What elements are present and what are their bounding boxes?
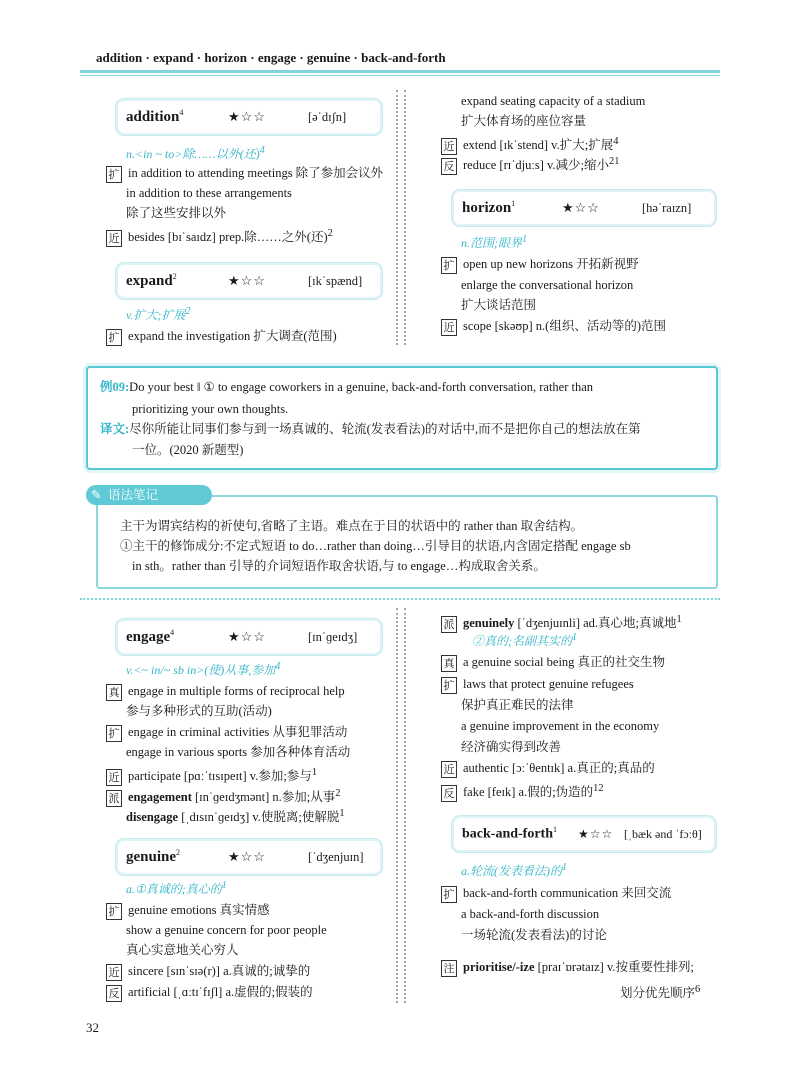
derivative-line: 派 genuinely [ˈdʒenjuɪnli] ad.真心地;真诚地$^1$ (441, 610, 682, 633)
headword: engage$^4$ (126, 628, 175, 645)
tag-zhen-icon: 真 (106, 684, 122, 701)
usage-line: a back-and-forth discussion (461, 907, 600, 921)
example-sentence: 例09:Do your best ‖ ① to engage coworkers in a genuine, back-and-forth conversation, rather than (100, 380, 594, 394)
section-separator (80, 598, 720, 600)
frequency-stars: ★☆☆ (228, 849, 266, 864)
synonym-line: 近 besides [bɪˈsaɪdz] prep.除……之外(还)$^2$ (106, 224, 333, 247)
example-translation: 译文:尽你所能让同事们参与到一场真诚的、轮流(发表看法)的对话中,而不是把你自己的想法放在第 (100, 422, 641, 436)
part-of-speech: v.扩大;扩展$^2$ (126, 306, 191, 322)
antonym-line: 反 fake [feɪk] a.假的;伪造的$^{12}$ (441, 779, 604, 802)
antonym-line: 反 reduce [rɪˈdjuːs] v.减少;缩小$^{21}$ (441, 152, 619, 175)
tag-jin-icon: 近 (106, 769, 122, 786)
tag-jin-icon: 近 (441, 319, 457, 336)
usage-line: 扩 open up new horizons 开拓新视野 (441, 254, 639, 274)
entry-header-horizon (454, 192, 714, 224)
phonetic: [əˈdɪʃn] (308, 109, 347, 124)
derivative-line: 派 engagement [ɪnˈɡeɪdʒmənt] n.参加;从事$^2$ (106, 784, 340, 807)
grammar-note-line: in sth。rather than 引导的介词短语作取舍状语,与 to engage…构成取舍关系。 (132, 559, 546, 573)
entry-header-addition (118, 101, 380, 133)
part-of-speech: a.轮流(发表看法)的$^1$ (461, 862, 567, 878)
usage-line: 扩 in addition to attending meetings 除了参加会议外 (106, 163, 383, 183)
frequency-stars: ★☆☆ (228, 273, 266, 288)
tag-jin-icon: 近 (441, 761, 457, 778)
usage-line: show a genuine concern for poor people (126, 923, 327, 937)
synonym-line: 近 participate [pɑːˈtɪsɪpeɪt] v.参加;参与$^1$ (106, 763, 317, 786)
tag-zhu-icon: 注 (441, 960, 457, 977)
note-line-cont: 划分优先顺序$^6$ (620, 984, 701, 1001)
column-divider-top (396, 90, 406, 345)
tag-fan-icon: 反 (441, 785, 457, 802)
usage-line: expand seating capacity of a stadium (461, 94, 646, 108)
usage-line: enlarge the conversational horizon (461, 278, 634, 292)
header-rule (80, 70, 720, 73)
part-of-speech: v.<~ in/~ sb in>(使)从事,参加$^4$ (126, 661, 281, 677)
tag-kuo-icon: 扩 (106, 725, 122, 742)
tag-fan-icon: 反 (106, 985, 122, 1002)
phonetic: [ˌbæk ənd ˈfɔːθ] (624, 826, 702, 841)
headword: addition$^4$ (126, 108, 184, 125)
page-header-title: addition · expand · horizon · engage · genuine · back-and-forth (96, 50, 446, 65)
usage-line: 扩大体育场的座位容量 (461, 114, 587, 128)
headword: horizon$^1$ (462, 199, 516, 216)
phonetic: [ɪnˈɡeɪdʒ] (308, 629, 358, 644)
phonetic: [həˈraɪzn] (642, 200, 692, 215)
frequency-stars: ★☆☆ (228, 629, 266, 644)
usage-line: 扩 genuine emotions 真实情感 (106, 900, 270, 920)
headword: back-and-forth$^1$ (462, 825, 558, 842)
headword: genuine$^2$ (126, 848, 181, 865)
tag-zhen-icon: 真 (441, 655, 457, 672)
grammar-note-line: 主干为谓宾结构的祈使句,省略了主语。难点在于目的状语中的 rather than 取舍结构。 (120, 519, 584, 533)
usage-line: 真 a genuine social being 真正的社交生物 (441, 652, 665, 672)
tag-pai-icon: 派 (106, 790, 122, 807)
entry-header-engage (118, 621, 380, 653)
tag-kuo-icon: 扩 (106, 903, 122, 920)
frequency-stars: ★☆☆ (228, 109, 266, 124)
example-translation-cont: 一位。(2020 新题型) (132, 443, 244, 457)
frequency-stars: ★☆☆ (562, 200, 600, 215)
grammar-note-line: ①主干的修饰成分:不定式短语 to do…rather than doing…引导目的状语,内含固定搭配 engage sb (120, 539, 631, 553)
page-number: 32 (86, 1020, 99, 1035)
entry-header-back-and-forth (454, 818, 714, 850)
tag-kuo-icon: 扩 (441, 886, 457, 903)
tag-fan-icon: 反 (441, 158, 457, 175)
phonetic: [ˈdʒenjuɪn] (308, 849, 364, 864)
synonym-line: 近 authentic [ɔːˈθentɪk] a.真正的;真品的 (441, 758, 655, 778)
part-of-speech-2: ②真的;名副其实的$^1$ (472, 632, 577, 648)
tag-kuo-icon: 扩 (441, 257, 457, 274)
tag-jin-icon: 近 (106, 230, 122, 247)
tag-kuo-icon: 扩 (441, 677, 457, 694)
header-rule-thin (80, 75, 720, 76)
phonetic: [ɪkˈspænd] (308, 273, 363, 288)
usage-line: 经济确实得到改善 (461, 740, 562, 754)
usage-line: in addition to these arrangements (126, 186, 292, 200)
usage-line: 扩 laws that protect genuine refugees (441, 674, 634, 694)
tag-jin-icon: 近 (441, 138, 457, 155)
part-of-speech: n.<in ~ to>除……以外(还)$^4$ (126, 145, 265, 161)
entry-header-genuine (118, 841, 380, 873)
example-sentence-cont: prioritizing your own thoughts. (132, 402, 289, 416)
usage-line: 真心实意地关心穷人 (126, 943, 239, 957)
usage-line: engage in various sports 参加各种体育活动 (126, 745, 351, 759)
synonym-line: 近 sincere [sɪnˈsɪə(r)] a.真诚的;诚挚的 (106, 961, 310, 981)
part-of-speech: a.①真诚的;真心的$^1$ (126, 880, 227, 896)
grammar-note-title: ✎ 语法笔记 (86, 485, 212, 505)
usage-line: 扩大谈话范围 (461, 298, 537, 312)
usage-line: 除了这些安排以外 (126, 206, 227, 220)
column-divider-bottom (396, 608, 406, 1003)
usage-line: 参与多种形式的互助(活动) (126, 704, 272, 718)
synonym-line: 近 scope [skəʊp] n.(组织、活动等的)范围 (441, 316, 666, 336)
usage-line: 扩 expand the investigation 扩大调查(范围) (106, 326, 337, 346)
pen-icon: ✎ (91, 487, 102, 502)
headword: expand$^2$ (126, 272, 177, 289)
tag-jin-icon: 近 (106, 964, 122, 981)
antonym-line: 反 artificial [ˌɑːtɪˈfɪʃl] a.虚假的;假装的 (106, 982, 313, 1002)
usage-line: 扩 engage in criminal activities 从事犯罪活动 (106, 722, 347, 742)
usage-line: 一场轮流(发表看法)的讨论 (461, 928, 607, 942)
frequency-stars: ★☆☆ (578, 826, 614, 841)
synonym-line: 近 extend [ɪkˈstend] v.扩大;扩展$^4$ (441, 132, 618, 155)
tag-pai-icon: 派 (441, 616, 457, 633)
entry-header-expand (118, 265, 380, 297)
derivative-line: disengage [ˌdɪsɪnˈɡeɪdʒ] v.使脱离;使解脱$^1$ (126, 808, 345, 825)
tag-kuo-icon: 扩 (106, 329, 122, 346)
usage-line: 真 engage in multiple forms of reciprocal help (106, 681, 345, 701)
usage-line: 扩 back-and-forth communication 来回交流 (441, 883, 671, 903)
note-line: 注 prioritise/-ize [praɪˈɒrətaɪz] v.按重要性排列; (441, 957, 694, 977)
part-of-speech: n.范围;眼界$^1$ (461, 234, 527, 250)
usage-line: a genuine improvement in the economy (461, 719, 660, 733)
tag-kuo-icon: 扩 (106, 166, 122, 183)
usage-line: 保护真正难民的法律 (461, 698, 574, 712)
